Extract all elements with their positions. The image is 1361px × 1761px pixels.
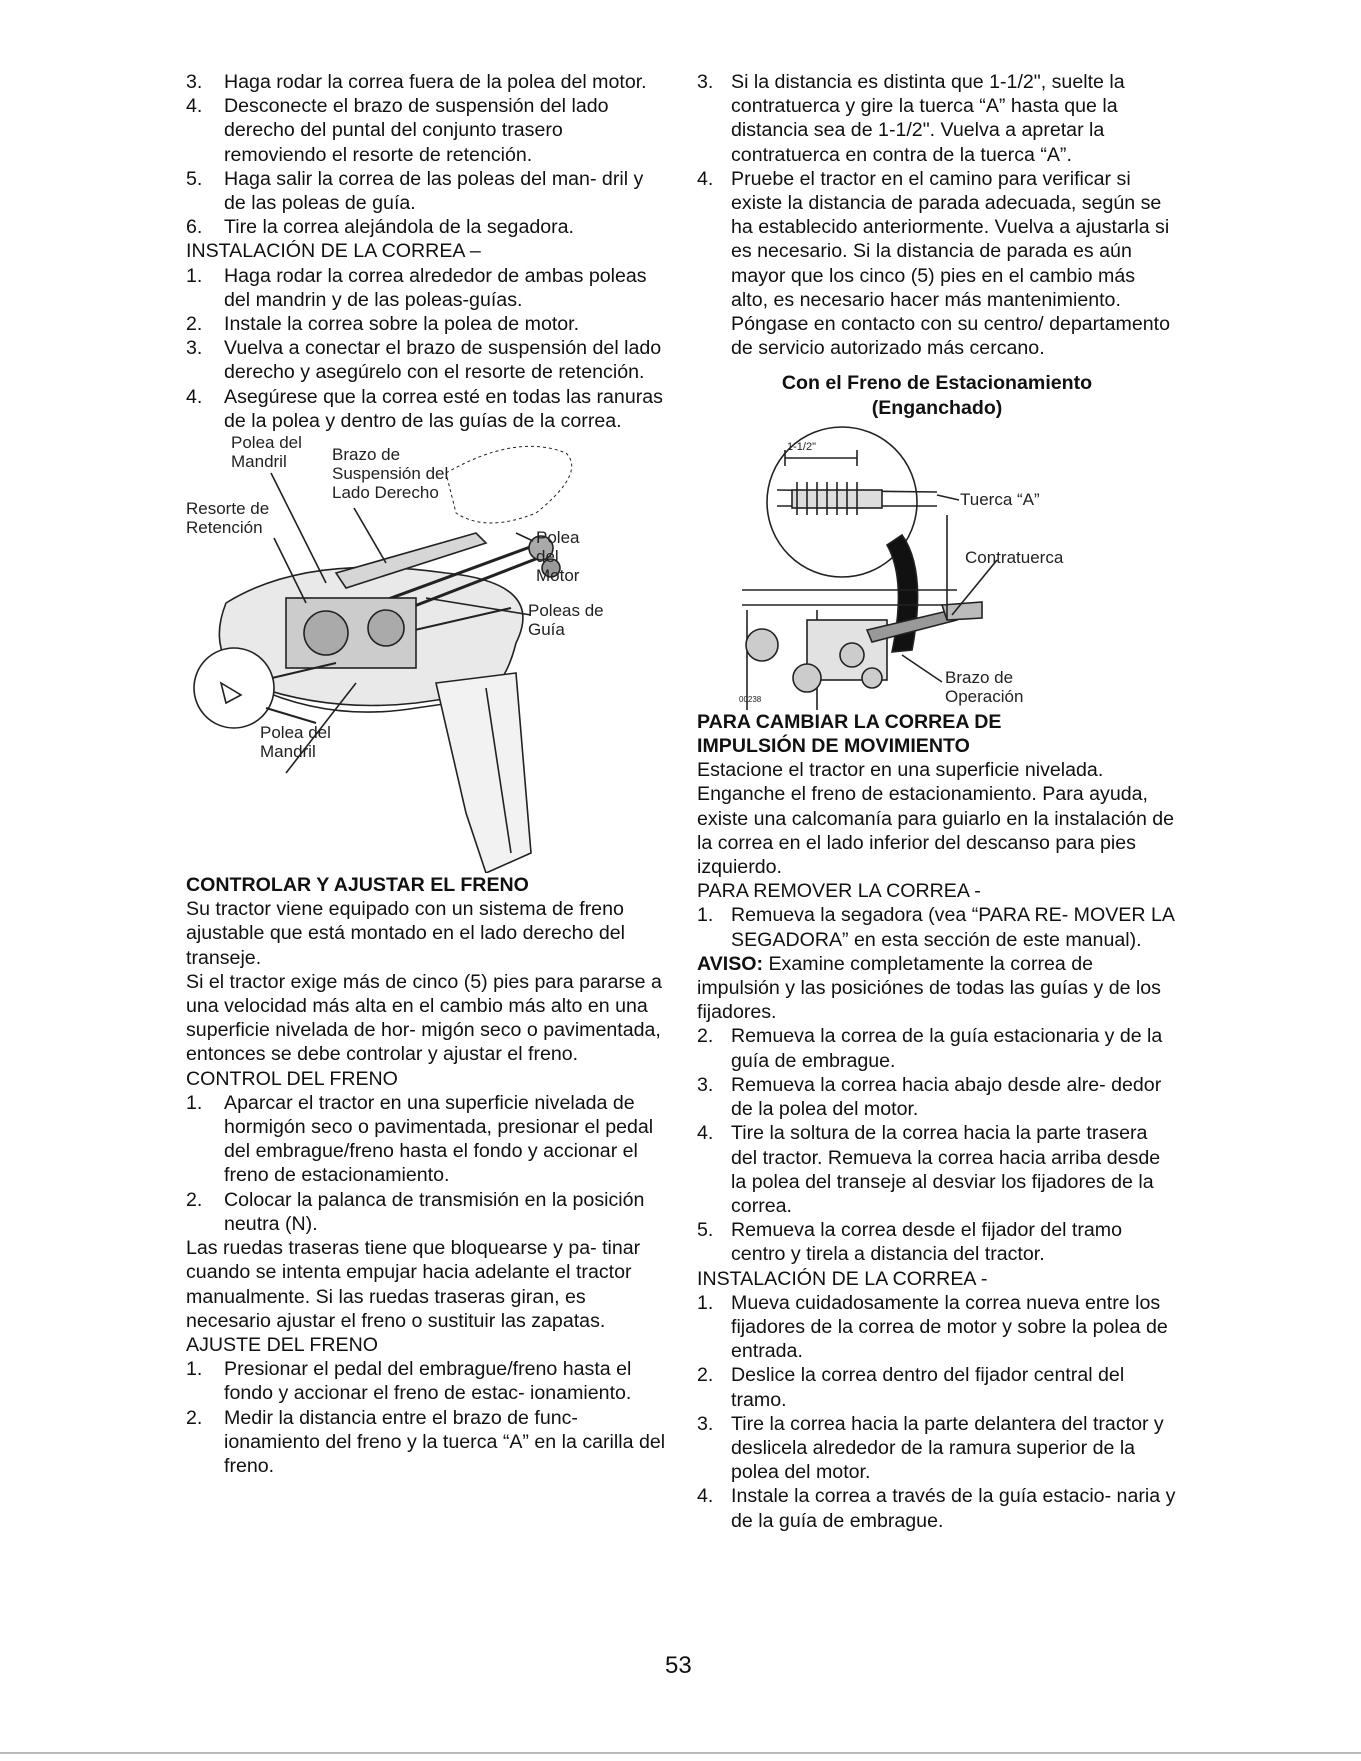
step-text: Asegúrese que la correa esté en todas las ranuras de la polea y dentro de las guías de la correa.	[224, 385, 663, 432]
step-number: 2.	[697, 1025, 714, 1048]
step-number: 2.	[186, 313, 203, 336]
step-text: Deslice la correa dentro del fijador central del tramo.	[731, 1364, 1125, 1411]
belt-heading-line-2: IMPULSIÓN DE MOVIMIENTO	[697, 735, 970, 758]
step-number: 1.	[697, 1291, 714, 1314]
remove-steps-list	[697, 1024, 1177, 1266]
list-item	[186, 167, 666, 215]
brake-heading: CONTROLAR Y AJUSTAR EL FRENO	[186, 874, 529, 897]
list-item	[186, 1091, 666, 1188]
list-item	[697, 1073, 1177, 1121]
step-text: Instale la correa sobre la polea de motor.	[224, 313, 580, 336]
list-item	[186, 336, 666, 384]
removal-steps-list	[186, 70, 666, 239]
label-brazo-operacion: Brazo de Operación	[945, 667, 1024, 706]
brake-paragraph-2: Si el tractor exige más de cinco (5) pies para pararse a una velocidad más alta en el cambio más alto en una superficie nivelada de hor- migón seco o pavimentada, entonces se debe controlar y ajustar el freno.	[186, 970, 662, 1066]
label-polea-mandril-bottom: Polea del Mandril	[260, 723, 331, 762]
step-number: 1.	[186, 264, 203, 287]
label-polea-mandril-top: Polea del Mandril	[231, 433, 302, 472]
adjust-steps-list	[697, 70, 1177, 360]
step-number: 2.	[697, 1364, 714, 1387]
list-item	[697, 1363, 1177, 1411]
step-text: Haga salir la correa de las poleas del man- dril y de las poleas de guía.	[224, 167, 644, 215]
step-text: Medir la distancia entre el brazo de func- ionamiento del freno y la tuerca “A” en la carilla del freno.	[224, 1406, 666, 1477]
step-text: Mueva cuidadosamente la correa nueva entre los fijadores de la correa de motor y sobre la polea de entrada.	[731, 1291, 1168, 1363]
step-number: 5.	[186, 167, 203, 190]
step-number: 5.	[697, 1219, 714, 1242]
step-text: Remueva la segadora (vea “PARA RE- MOVER LA SEGADORA” en esta sección de este manual).	[731, 904, 1174, 951]
ajuste-steps-list	[186, 1357, 666, 1478]
step-text: Presionar el pedal del embrague/freno hasta el fondo y accionar el freno de estac- ionamiento.	[224, 1358, 632, 1405]
right-column	[697, 70, 1177, 1533]
brake-paragraph-1: Su tractor viene equipado con un sistema de freno ajustable que está montado en el lado derecho del transeje.	[186, 898, 626, 969]
list-item	[186, 215, 666, 239]
step-number: 1.	[697, 904, 714, 927]
list-item	[697, 1024, 1177, 1072]
belt-paragraph: Estacione el tractor en una superficie nivelada. Enganche el freno de estacionamiento. Para ayuda, existe una calcomanía para guiarlo en la instalación de la correa en el lado inferior del descanso para pies izquierdo.	[697, 759, 1175, 879]
list-item	[186, 1406, 666, 1479]
step-text: Aparcar el tractor en una superficie nivelada de hormigón seco o pavimentada, presionar el pedal del embrague/freno hasta el fondo y accionar el freno de estacionamiento.	[224, 1091, 654, 1187]
list-item	[697, 1484, 1177, 1532]
list-item	[186, 385, 666, 433]
list-item	[186, 94, 666, 167]
label-poleas-guia: Poleas de Guía	[528, 601, 604, 640]
list-item	[697, 167, 1177, 361]
step-number: 3.	[186, 71, 203, 93]
ajuste-heading: AJUSTE DEL FRENO	[186, 1333, 378, 1356]
label-brazo-suspension: Brazo de Suspensión del Lado Derecho	[332, 445, 449, 503]
bottom-rule	[0, 1752, 1361, 1754]
install-steps-list-right	[697, 1291, 1177, 1533]
control-heading: CONTROL DEL FRENO	[186, 1067, 398, 1090]
list-item	[697, 1412, 1177, 1485]
step-number: 1.	[186, 1358, 203, 1381]
label-polea-motor: Polea del Motor	[536, 528, 580, 586]
figure-title-line-2: (Enganchado)	[871, 396, 1003, 419]
step-number: 4.	[186, 385, 203, 408]
list-item	[697, 1121, 1177, 1218]
mower-deck-figure	[186, 433, 666, 873]
step-text: Tire la correa alejándola de la segadora.	[224, 216, 574, 239]
step-number: 2.	[186, 1188, 203, 1211]
step-text: Tire la soltura de la correa hacia la parte trasera del tractor. Remueva la correa hacia arriba desde la polea del transeje al desviar los fijadores de la correa.	[731, 1122, 1161, 1217]
label-figure-code: 00238	[739, 694, 762, 704]
label-dimension: 1-1/2"	[787, 440, 816, 453]
aviso-label: AVISO:	[697, 952, 764, 975]
figure-title-line-1: Con el Freno de Estacionamiento	[781, 372, 1093, 395]
page-number: 53	[665, 1652, 692, 1679]
step-number: 1.	[186, 1091, 203, 1114]
step-text: Colocar la palanca de transmisión en la posición neutra (N).	[224, 1188, 645, 1235]
list-item	[186, 312, 666, 336]
step-text: Desconecte el brazo de suspensión del lado derecho del puntal del conjunto trasero removiendo el resorte de retención.	[224, 95, 609, 166]
step-text: Remueva la correa desde el fijador del tramo centro y tirela a distancia del tractor.	[731, 1219, 1122, 1266]
step-number: 3.	[186, 337, 203, 360]
list-item	[697, 1291, 1177, 1364]
install-steps-list	[186, 264, 666, 433]
control-steps-list	[186, 1091, 666, 1236]
aviso-text: Examine completamente la correa de impulsión y las posiciónes de todas las guías y de los fijadores.	[697, 952, 1161, 1024]
step-text: Remueva la correa hacia abajo desde alre- dedor de la polea del motor.	[731, 1073, 1162, 1121]
step-number: 4.	[697, 1122, 714, 1145]
step-number: 3.	[697, 1412, 714, 1435]
step-text: Haga rodar la correa alrededor de ambas poleas del mandrin y de las poleas-guías.	[224, 264, 647, 311]
step-number: 4.	[697, 1485, 714, 1508]
control-paragraph: Las ruedas traseras tiene que bloquearse y pa- tinar cuando se intenta empujar hacia adelante el tractor manualmente. Si las ruedas traseras giran, es necesario ajustar el freno o sustituir las zapatas.	[186, 1237, 641, 1332]
step-number: 3.	[697, 1073, 714, 1096]
label-tuerca-a: Tuerca “A”	[960, 489, 1040, 509]
list-item	[697, 1218, 1177, 1266]
left-column	[186, 70, 666, 1478]
step-number: 4.	[186, 95, 203, 118]
step-number: 6.	[186, 216, 203, 239]
step-text: Remueva la correa de la guía estacionaria y de la guía de embrague.	[731, 1025, 1163, 1072]
list-item	[186, 1188, 666, 1236]
list-item	[186, 264, 666, 312]
brake-illustration	[697, 420, 1177, 710]
step-text: Tire la correa hacia la parte delantera del tractor y deslicela alrededor de la ramura superior de la polea del motor.	[731, 1412, 1164, 1484]
step-text: Instale la correa a través de la guía estacio- naria y de la guía de embrague.	[731, 1485, 1176, 1532]
step-text: Pruebe el tractor en el camino para verificar si existe la distancia de parada adecuada, según se ha establecido anteriormente. Vuelva a ajustarla si es necesario. Si la distancia de parada es aún mayor que los cinco (5) pies en el cambio más alto, es necesario hacer más mantenimiento. Póngase en contacto con su centro/ departamento de servicio autorizado más cercano.	[731, 167, 1170, 360]
step-text: Vuelva a conectar el brazo de suspensión del lado derecho y asegúrelo con el resorte de retención.	[224, 337, 662, 384]
install-heading: INSTALACIÓN DE LA CORREA –	[186, 240, 481, 263]
step-text: Si la distancia es distinta que 1-1/2", suelte la contratuerca y gire la tuerca “A” hasta que la distancia sea de 1-1/2". Vuelva a apretar la contratuerca en contra de la tuerca “A”.	[731, 71, 1125, 166]
install-heading-right: INSTALACIÓN DE LA CORREA -	[697, 1267, 988, 1290]
list-item	[697, 70, 1177, 167]
step-number: 4.	[697, 167, 714, 190]
step-number: 2.	[186, 1406, 203, 1429]
label-resorte-retencion: Resorte de Retención	[186, 499, 270, 538]
list-item	[186, 1357, 666, 1405]
remove-step-1	[697, 903, 1177, 951]
brake-figure	[697, 420, 1177, 710]
list-item	[186, 70, 666, 94]
step-text: Haga rodar la correa fuera de la polea del motor.	[224, 71, 647, 93]
remove-heading: PARA REMOVER LA CORREA -	[697, 880, 981, 903]
label-contratuerca: Contratuerca	[965, 547, 1064, 567]
step-number: 3.	[697, 71, 714, 93]
aviso-paragraph	[697, 952, 1177, 1025]
belt-heading-line-1: PARA CAMBIAR LA CORREA DE	[697, 710, 1002, 733]
